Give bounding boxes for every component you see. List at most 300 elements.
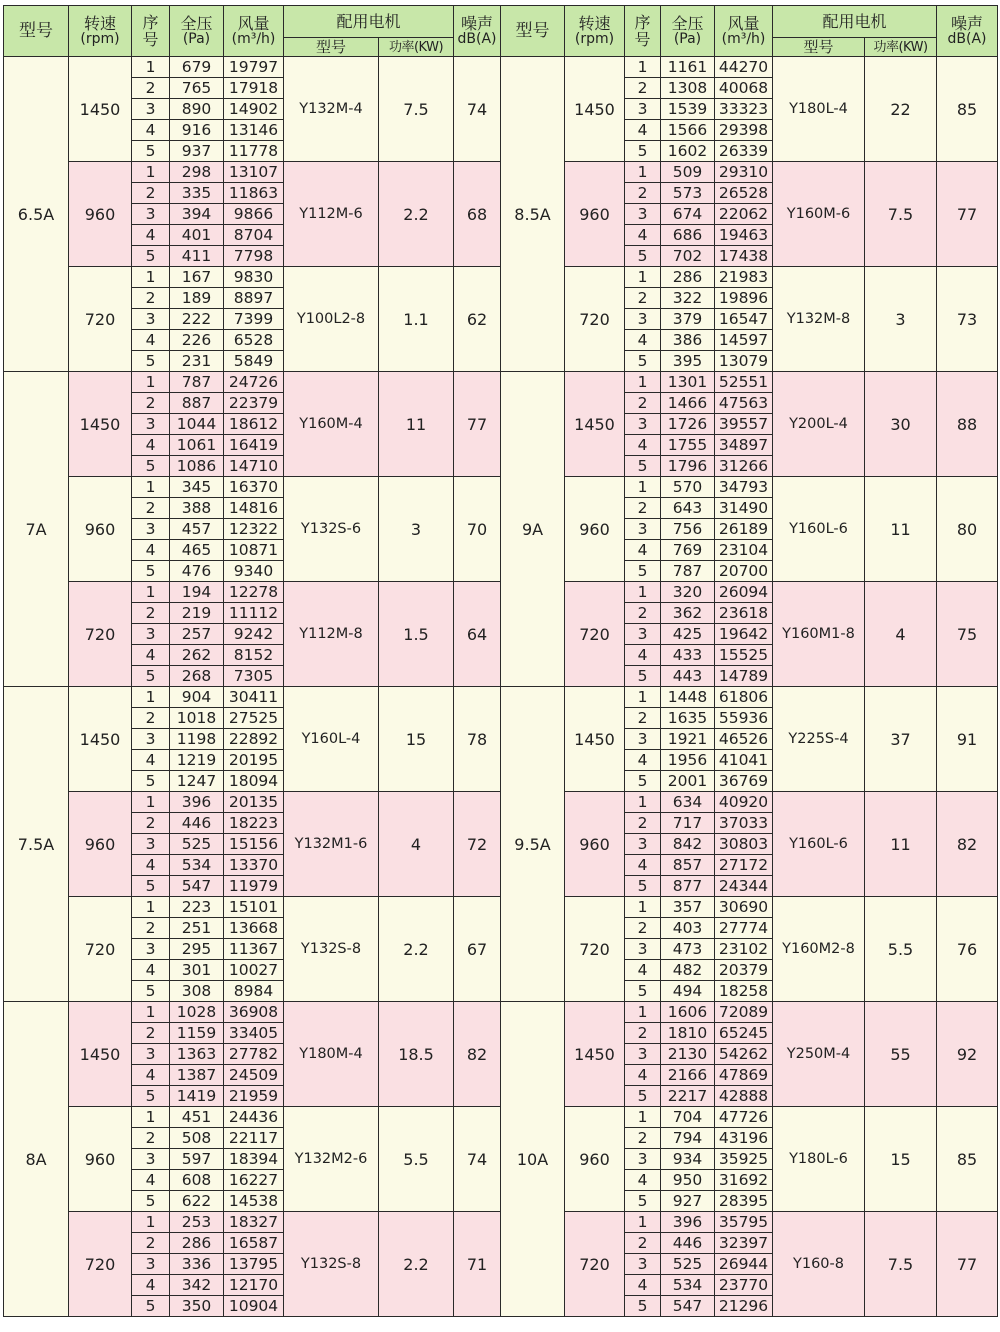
flow-cell: 9340 xyxy=(224,561,284,582)
flow-cell: 16547 xyxy=(715,309,773,330)
flow-cell: 8152 xyxy=(224,645,284,666)
flow-cell: 37033 xyxy=(715,813,773,834)
table-right-half xyxy=(500,5,997,1323)
flow-cell: 47563 xyxy=(715,393,773,414)
motor-power-cell: 2.2 xyxy=(379,1212,454,1317)
index-cell: 1 xyxy=(132,372,170,393)
pressure-cell: 1301 xyxy=(661,372,715,393)
index-cell: 2 xyxy=(625,1128,661,1149)
index-cell: 4 xyxy=(625,645,661,666)
table-row xyxy=(501,582,998,603)
flow-cell: 13079 xyxy=(715,351,773,372)
pressure-cell: 476 xyxy=(170,561,224,582)
flow-cell: 10027 xyxy=(224,960,284,981)
fan-performance-sheet xyxy=(3,5,997,1323)
pressure-cell: 335 xyxy=(170,183,224,204)
pressure-cell: 226 xyxy=(170,330,224,351)
index-cell: 1 xyxy=(625,1107,661,1128)
index-cell: 1 xyxy=(625,267,661,288)
index-cell: 1 xyxy=(132,687,170,708)
noise-cell: 68 xyxy=(454,162,501,267)
motor-power-cell: 22 xyxy=(865,57,937,162)
pressure-cell: 643 xyxy=(661,498,715,519)
index-cell: 3 xyxy=(132,99,170,120)
pressure-cell: 286 xyxy=(170,1233,224,1254)
noise-cell: 72 xyxy=(454,792,501,897)
model-cell: 7.5A xyxy=(4,687,69,1002)
flow-cell: 19896 xyxy=(715,288,773,309)
index-cell: 3 xyxy=(132,1254,170,1275)
index-cell: 5 xyxy=(132,351,170,372)
header-flow-label: 风量 xyxy=(237,14,270,33)
header-row-top xyxy=(4,6,501,38)
motor-power-cell: 15 xyxy=(379,687,454,792)
table-row xyxy=(501,162,998,183)
flow-cell: 11863 xyxy=(224,183,284,204)
flow-cell: 7798 xyxy=(224,246,284,267)
noise-cell: 77 xyxy=(454,372,501,477)
pressure-cell: 1956 xyxy=(661,750,715,771)
pressure-cell: 756 xyxy=(661,519,715,540)
header-index-label: 序号 xyxy=(634,13,651,49)
header-motor: 配用电机 xyxy=(773,6,937,38)
flow-cell: 30411 xyxy=(224,687,284,708)
flow-cell: 13146 xyxy=(224,120,284,141)
pressure-cell: 1726 xyxy=(661,414,715,435)
pressure-cell: 411 xyxy=(170,246,224,267)
pressure-cell: 525 xyxy=(170,834,224,855)
flow-cell: 40068 xyxy=(715,78,773,99)
flow-cell: 18327 xyxy=(224,1212,284,1233)
motor-power-cell: 7.5 xyxy=(379,57,454,162)
flow-cell: 9830 xyxy=(224,267,284,288)
flow-cell: 15101 xyxy=(224,897,284,918)
model-cell: 9.5A xyxy=(501,687,565,1002)
index-cell: 2 xyxy=(132,183,170,204)
index-cell: 2 xyxy=(132,813,170,834)
index-cell: 2 xyxy=(132,603,170,624)
pressure-cell: 308 xyxy=(170,981,224,1002)
fan-table-left xyxy=(3,5,501,1317)
index-cell: 5 xyxy=(132,876,170,897)
flow-cell: 47726 xyxy=(715,1107,773,1128)
table-row xyxy=(4,792,501,813)
motor-power-cell: 11 xyxy=(379,372,454,477)
flow-cell: 40920 xyxy=(715,792,773,813)
noise-cell: 74 xyxy=(454,57,501,162)
flow-cell: 10904 xyxy=(224,1296,284,1317)
pressure-cell: 473 xyxy=(661,939,715,960)
flow-cell: 15525 xyxy=(715,645,773,666)
header-pressure-label: 全压 xyxy=(180,14,213,33)
index-cell: 5 xyxy=(132,456,170,477)
flow-cell: 10871 xyxy=(224,540,284,561)
speed-cell: 720 xyxy=(565,897,625,1002)
pressure-cell: 394 xyxy=(170,204,224,225)
index-cell: 1 xyxy=(625,477,661,498)
index-cell: 2 xyxy=(132,708,170,729)
flow-cell: 33405 xyxy=(224,1023,284,1044)
pressure-cell: 887 xyxy=(170,393,224,414)
motor-model-cell: Y132S-8 xyxy=(284,1212,379,1317)
motor-power-cell: 4 xyxy=(865,582,937,687)
index-cell: 3 xyxy=(625,99,661,120)
header-flow-unit: (m³/h) xyxy=(721,31,766,47)
index-cell: 5 xyxy=(625,876,661,897)
pressure-cell: 433 xyxy=(661,645,715,666)
flow-cell: 21959 xyxy=(224,1086,284,1107)
motor-model-cell: Y180L-4 xyxy=(773,57,865,162)
header-noise xyxy=(454,6,501,57)
flow-cell: 31266 xyxy=(715,456,773,477)
flow-cell: 13668 xyxy=(224,918,284,939)
noise-cell: 71 xyxy=(454,1212,501,1317)
noise-cell: 77 xyxy=(937,162,998,267)
pressure-cell: 2001 xyxy=(661,771,715,792)
flow-cell: 24344 xyxy=(715,876,773,897)
index-cell: 2 xyxy=(625,498,661,519)
motor-model-cell: Y250M-4 xyxy=(773,1002,865,1107)
index-cell: 2 xyxy=(132,78,170,99)
flow-cell: 17918 xyxy=(224,78,284,99)
noise-cell: 88 xyxy=(937,372,998,477)
flow-cell: 20135 xyxy=(224,792,284,813)
pressure-cell: 386 xyxy=(661,330,715,351)
noise-cell: 74 xyxy=(454,1107,501,1212)
motor-power-cell: 5.5 xyxy=(865,897,937,1002)
flow-cell: 11112 xyxy=(224,603,284,624)
index-cell: 3 xyxy=(132,1044,170,1065)
motor-power-cell: 4 xyxy=(379,792,454,897)
pressure-cell: 787 xyxy=(661,561,715,582)
pressure-cell: 765 xyxy=(170,78,224,99)
flow-cell: 52551 xyxy=(715,372,773,393)
header-pressure-unit: (Pa) xyxy=(182,31,211,47)
table-row xyxy=(4,267,501,288)
header-flow-label: 风量 xyxy=(727,14,760,33)
motor-model-cell: Y132M1-6 xyxy=(284,792,379,897)
flow-cell: 35795 xyxy=(715,1212,773,1233)
index-cell: 4 xyxy=(625,960,661,981)
pressure-cell: 482 xyxy=(661,960,715,981)
index-cell: 3 xyxy=(625,939,661,960)
pressure-cell: 253 xyxy=(170,1212,224,1233)
motor-model-cell: Y112M-6 xyxy=(284,162,379,267)
header-motor-model: 型号 xyxy=(773,38,865,57)
table-row xyxy=(4,57,501,78)
pressure-cell: 927 xyxy=(661,1191,715,1212)
index-cell: 3 xyxy=(625,834,661,855)
pressure-cell: 1466 xyxy=(661,393,715,414)
pressure-cell: 534 xyxy=(661,1275,715,1296)
speed-cell: 720 xyxy=(69,582,132,687)
header-flow xyxy=(715,6,773,57)
pressure-cell: 1921 xyxy=(661,729,715,750)
flow-cell: 13107 xyxy=(224,162,284,183)
index-cell: 3 xyxy=(132,624,170,645)
table-row xyxy=(501,687,998,708)
pressure-cell: 1539 xyxy=(661,99,715,120)
pressure-cell: 396 xyxy=(661,1212,715,1233)
index-cell: 2 xyxy=(132,1128,170,1149)
index-cell: 1 xyxy=(132,582,170,603)
flow-cell: 19797 xyxy=(224,57,284,78)
index-cell: 5 xyxy=(132,981,170,1002)
pressure-cell: 494 xyxy=(661,981,715,1002)
header-index xyxy=(625,6,661,57)
pressure-cell: 937 xyxy=(170,141,224,162)
noise-cell: 67 xyxy=(454,897,501,1002)
index-cell: 1 xyxy=(132,1212,170,1233)
flow-cell: 26189 xyxy=(715,519,773,540)
flow-cell: 8897 xyxy=(224,288,284,309)
index-cell: 4 xyxy=(132,225,170,246)
index-cell: 4 xyxy=(625,1275,661,1296)
index-cell: 4 xyxy=(132,1170,170,1191)
pressure-cell: 345 xyxy=(170,477,224,498)
flow-cell: 72089 xyxy=(715,1002,773,1023)
flow-cell: 36769 xyxy=(715,771,773,792)
flow-cell: 6528 xyxy=(224,330,284,351)
pressure-cell: 251 xyxy=(170,918,224,939)
flow-cell: 14710 xyxy=(224,456,284,477)
flow-cell: 18258 xyxy=(715,981,773,1002)
flow-cell: 65245 xyxy=(715,1023,773,1044)
index-cell: 4 xyxy=(625,855,661,876)
flow-cell: 26944 xyxy=(715,1254,773,1275)
index-cell: 1 xyxy=(625,582,661,603)
flow-cell: 27774 xyxy=(715,918,773,939)
motor-model-cell: Y132S-6 xyxy=(284,477,379,582)
table-row xyxy=(4,372,501,393)
motor-power-cell: 37 xyxy=(865,687,937,792)
motor-model-cell: Y160L-6 xyxy=(773,792,865,897)
index-cell: 3 xyxy=(625,1254,661,1275)
motor-model-cell: Y132S-8 xyxy=(284,897,379,1002)
flow-cell: 9866 xyxy=(224,204,284,225)
pressure-cell: 451 xyxy=(170,1107,224,1128)
pressure-cell: 231 xyxy=(170,351,224,372)
header-speed-unit: (rpm) xyxy=(574,31,615,47)
header-row-top xyxy=(501,6,998,38)
flow-cell: 61806 xyxy=(715,687,773,708)
index-cell: 5 xyxy=(625,456,661,477)
motor-model-cell: Y225S-4 xyxy=(773,687,865,792)
flow-cell: 31692 xyxy=(715,1170,773,1191)
pressure-cell: 350 xyxy=(170,1296,224,1317)
pressure-cell: 401 xyxy=(170,225,224,246)
pressure-cell: 465 xyxy=(170,540,224,561)
header-noise-unit: dB(A) xyxy=(457,31,497,47)
index-cell: 2 xyxy=(625,78,661,99)
pressure-cell: 547 xyxy=(661,1296,715,1317)
table-row xyxy=(501,792,998,813)
pressure-cell: 295 xyxy=(170,939,224,960)
pressure-cell: 1602 xyxy=(661,141,715,162)
index-cell: 1 xyxy=(625,687,661,708)
index-cell: 2 xyxy=(625,393,661,414)
flow-cell: 20195 xyxy=(224,750,284,771)
table-left-half xyxy=(3,5,500,1323)
flow-cell: 55936 xyxy=(715,708,773,729)
flow-cell: 35925 xyxy=(715,1149,773,1170)
flow-cell: 13370 xyxy=(224,855,284,876)
header-speed-label: 转速 xyxy=(578,14,611,33)
flow-cell: 46526 xyxy=(715,729,773,750)
index-cell: 4 xyxy=(132,960,170,981)
table-row xyxy=(4,162,501,183)
pressure-cell: 717 xyxy=(661,813,715,834)
pressure-cell: 446 xyxy=(170,813,224,834)
flow-cell: 14816 xyxy=(224,498,284,519)
flow-cell: 31490 xyxy=(715,498,773,519)
speed-cell: 960 xyxy=(69,792,132,897)
index-cell: 1 xyxy=(132,1107,170,1128)
index-cell: 2 xyxy=(132,393,170,414)
pressure-cell: 1028 xyxy=(170,1002,224,1023)
pressure-cell: 388 xyxy=(170,498,224,519)
flow-cell: 22892 xyxy=(224,729,284,750)
table-row xyxy=(501,477,998,498)
noise-cell: 82 xyxy=(937,792,998,897)
header-model: 型号 xyxy=(4,6,69,57)
motor-power-cell: 30 xyxy=(865,372,937,477)
motor-model-cell: Y160M-6 xyxy=(773,162,865,267)
index-cell: 1 xyxy=(132,57,170,78)
index-cell: 2 xyxy=(625,183,661,204)
header-speed xyxy=(69,6,132,57)
index-cell: 2 xyxy=(132,1023,170,1044)
index-cell: 5 xyxy=(625,141,661,162)
motor-power-cell: 3 xyxy=(379,477,454,582)
index-cell: 1 xyxy=(625,792,661,813)
index-cell: 4 xyxy=(132,540,170,561)
flow-cell: 20379 xyxy=(715,960,773,981)
noise-cell: 76 xyxy=(937,897,998,1002)
pressure-cell: 396 xyxy=(170,792,224,813)
index-cell: 4 xyxy=(132,750,170,771)
index-cell: 5 xyxy=(625,771,661,792)
pressure-cell: 262 xyxy=(170,645,224,666)
pressure-cell: 286 xyxy=(661,267,715,288)
flow-cell: 24436 xyxy=(224,1107,284,1128)
pressure-cell: 1796 xyxy=(661,456,715,477)
flow-cell: 27172 xyxy=(715,855,773,876)
pressure-cell: 257 xyxy=(170,624,224,645)
pressure-cell: 2217 xyxy=(661,1086,715,1107)
motor-power-cell: 3 xyxy=(865,267,937,372)
index-cell: 3 xyxy=(132,204,170,225)
speed-cell: 720 xyxy=(565,267,625,372)
table-row xyxy=(4,1212,501,1233)
table-row xyxy=(4,897,501,918)
speed-cell: 720 xyxy=(565,582,625,687)
noise-cell: 91 xyxy=(937,687,998,792)
index-cell: 2 xyxy=(625,708,661,729)
pressure-cell: 534 xyxy=(170,855,224,876)
pressure-cell: 1606 xyxy=(661,1002,715,1023)
flow-cell: 18394 xyxy=(224,1149,284,1170)
flow-cell: 24726 xyxy=(224,372,284,393)
flow-cell: 29310 xyxy=(715,162,773,183)
flow-cell: 15156 xyxy=(224,834,284,855)
motor-model-cell: Y160M2-8 xyxy=(773,897,865,1002)
noise-cell: 62 xyxy=(454,267,501,372)
index-cell: 4 xyxy=(625,435,661,456)
flow-cell: 18612 xyxy=(224,414,284,435)
index-cell: 3 xyxy=(132,834,170,855)
table-row xyxy=(4,687,501,708)
flow-cell: 34897 xyxy=(715,435,773,456)
flow-cell: 7399 xyxy=(224,309,284,330)
header-noise-unit: dB(A) xyxy=(947,31,987,47)
model-cell: 7A xyxy=(4,372,69,687)
pressure-cell: 446 xyxy=(661,1233,715,1254)
pressure-cell: 573 xyxy=(661,183,715,204)
motor-power-cell: 1.1 xyxy=(379,267,454,372)
index-cell: 5 xyxy=(625,561,661,582)
pressure-cell: 787 xyxy=(170,372,224,393)
pressure-cell: 362 xyxy=(661,603,715,624)
header-motor: 配用电机 xyxy=(284,6,454,38)
pressure-cell: 1308 xyxy=(661,78,715,99)
table-row xyxy=(501,1107,998,1128)
speed-cell: 1450 xyxy=(69,1002,132,1107)
flow-cell: 19642 xyxy=(715,624,773,645)
flow-cell: 9242 xyxy=(224,624,284,645)
speed-cell: 960 xyxy=(565,792,625,897)
header-motor-model: 型号 xyxy=(284,38,379,57)
pressure-cell: 222 xyxy=(170,309,224,330)
index-cell: 3 xyxy=(625,519,661,540)
index-cell: 3 xyxy=(625,309,661,330)
header-noise-label: 噪声 xyxy=(951,14,984,33)
index-cell: 4 xyxy=(132,645,170,666)
flow-cell: 21296 xyxy=(715,1296,773,1317)
header-noise-label: 噪声 xyxy=(461,14,494,33)
noise-cell: 85 xyxy=(937,1107,998,1212)
index-cell: 4 xyxy=(625,540,661,561)
pressure-cell: 1018 xyxy=(170,708,224,729)
index-cell: 3 xyxy=(625,624,661,645)
index-cell: 5 xyxy=(625,1296,661,1317)
pressure-cell: 425 xyxy=(661,624,715,645)
index-cell: 1 xyxy=(625,372,661,393)
pressure-cell: 1159 xyxy=(170,1023,224,1044)
index-cell: 3 xyxy=(132,414,170,435)
pressure-cell: 877 xyxy=(661,876,715,897)
flow-cell: 42888 xyxy=(715,1086,773,1107)
pressure-cell: 219 xyxy=(170,603,224,624)
pressure-cell: 1387 xyxy=(170,1065,224,1086)
index-cell: 5 xyxy=(625,246,661,267)
flow-cell: 43196 xyxy=(715,1128,773,1149)
motor-power-cell: 18.5 xyxy=(379,1002,454,1107)
pressure-cell: 443 xyxy=(661,666,715,687)
flow-cell: 36908 xyxy=(224,1002,284,1023)
pressure-cell: 608 xyxy=(170,1170,224,1191)
index-cell: 4 xyxy=(132,120,170,141)
motor-model-cell: Y132M-8 xyxy=(773,267,865,372)
index-cell: 3 xyxy=(625,1149,661,1170)
speed-cell: 720 xyxy=(69,1212,132,1317)
flow-cell: 11367 xyxy=(224,939,284,960)
flow-cell: 26528 xyxy=(715,183,773,204)
index-cell: 5 xyxy=(132,771,170,792)
noise-cell: 70 xyxy=(454,477,501,582)
motor-power-cell: 15 xyxy=(865,1107,937,1212)
header-speed-unit: (rpm) xyxy=(80,31,120,47)
